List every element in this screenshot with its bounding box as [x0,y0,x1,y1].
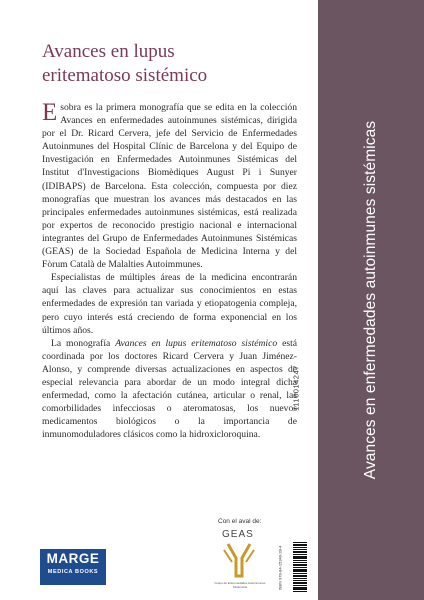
title-line-1: Avances en lupus [42,41,175,62]
internal-code: 1110014247 [291,365,301,411]
paragraph-2: Especialistas de múltiples áreas de la medicina encontrarán aquí las claves para actualizar sus conocimientos en estas enfermedades de expresión tan variada y etiopatogenia compleja, pero cuyo interés está creciendo de forma exponencial en los últimos años. [42,272,297,336]
drop-cap: E [42,99,58,126]
geas-caption: Grupo de Enfermedades Autoinmunes Sistémicas [214,581,266,589]
spine-title: Avances en enfermedades autoinmunes sistémicas [362,120,379,480]
barcode-icon [290,538,312,598]
publisher-logo [40,549,106,585]
publisher-name: MARGE [46,551,100,566]
p3-after: está coordinada por los doctores Ricard Cervera y Juan Jiménez-Alonso, y comprende diversas actualizaciones en aspectos de especial relevancia para abordar de un modo integral dicha enfermedad, como la afectación cutánea, articular o renal, las comorbilidades infecciosas o ateromatosas, los nuevos medicamentos biológicos o la importancia de inmunomoduladores clásicos como la hidroxicloroquina. [42,337,297,441]
p3-before: La monografía [51,337,116,349]
title-line-2: eritematoso sistémico [42,65,208,86]
barcode-number: ISBN 978-84-15340-28-4 [277,545,283,591]
paragraph-3 [42,337,297,442]
paragraph-1-text: sobra es la primera monografía que se edita en la colección Avances en enfermedades autoinmunes sistémicas, dirigida por el Dr. Ricard Cervera, jefe del Servicio de Enfermedades Autoinmunes del Hospital Clínic de Barcelona y del Equipo de Investigación en Enfermedades Autoinmunes Sistémicas del Institut d'Investigacions Biomèdiques August Pi i Sunyer (IDIBAPS) de Barcelona. Esta colección, compuesta por diez monografías que muestran los avances más destacados en las principales enfermedades autoinmunes sistémicas, está realizada por expertos de reconocido prestigio nacional e internacional integrantes del Grupo de Enfermedades Autoinmunes Sistémicas (GEAS) de la Sociedad Española de Medicina Interna y del Fòrum Català de Malalties Autoimmunes. [42,102,297,271]
paragraph-1 [42,101,297,271]
book-title [42,40,302,88]
endorsement-label: Con el aval de: [218,518,262,525]
publisher-imprint: MEDICA BOOKS [47,569,99,575]
back-cover-text [42,101,297,441]
monograph-title-italic: Avances en lupus eritematoso sistémico [115,337,278,349]
geas-name: GEAS [222,529,254,540]
